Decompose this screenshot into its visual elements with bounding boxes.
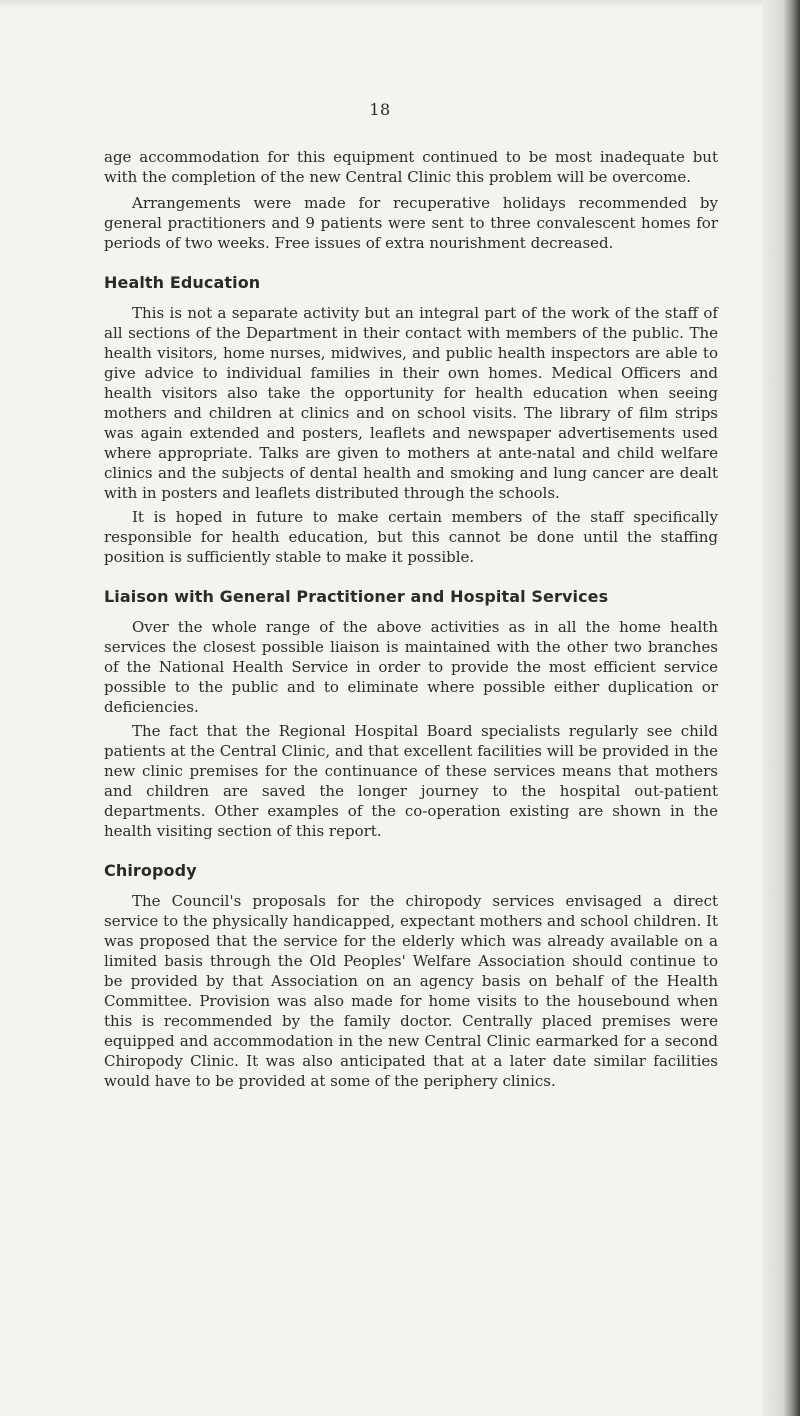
intro-paragraph-2: Arrangements were made for recuperative holidays recommended by general practitioners and 9 patients were sent to three convalescent homes for periods of two weeks. Free issues of extra nourishment decreased. — [104, 194, 718, 252]
page-top-shadow — [0, 0, 800, 8]
liaison-paragraph-1: Over the whole range of the above activities as in all the home health services the closest possible liaison is maintained with the other two branches of the National Health Service in order to provide the most efficient service possible to the public and to eliminate where possible either duplication or deficiencies. — [104, 618, 718, 716]
document-body — [104, 147, 718, 1091]
page-number: 18 — [369, 100, 391, 119]
section-heading-chiropody: Chiropody — [104, 861, 197, 880]
chiropody-paragraph-1: The Council's proposals for the chiropody services envisaged a direct service to the physically handicapped, expectant mothers and school children. It was proposed that the service for the elderly which was already available on a limited basis through the Old Peoples' Welfare Association should continue to be provided by that Association on an agency basis on behalf of the Health Committee. Provision was also made for home visits to the housebound when this is recommended by the family doctor. Centrally placed premises were equipped and accommodation in the new Central Clinic earmarked for a second Chiropody Clinic. It was also anticipated that at a later date similar facilities would have to be provided at some of the periphery clinics. — [104, 892, 718, 1090]
liaison-paragraph-2: The fact that the Regional Hospital Board specialists regularly see child patients at the Central Clinic, and that excellent facilities will be provided in the new clinic premises for the continuance of these services means that mothers and children are saved the longer journey to the hospital out-patient departments. Other examples of the co-operation existing are shown in the health visiting section of this report. — [104, 722, 718, 840]
section-heading-health-education: Health Education — [104, 273, 261, 292]
health-education-paragraph-2: It is hoped in future to make certain members of the staff specifically responsible for health education, but this cannot be done until the staffing position is sufficiently stable to make it possible. — [104, 508, 718, 566]
intro-paragraph-1: age accommodation for this equipment continued to be most inadequate but with the completion of the new Central Clinic this problem will be overcome. — [104, 148, 718, 186]
section-heading-liaison: Liaison with General Practitioner and Hospital Services — [104, 587, 609, 606]
health-education-paragraph-1: This is not a separate activity but an integral part of the work of the staff of all sections of the Department in their contact with members of the public. The health visitors, home nurses, midwives, and public health inspectors are able to give advice to individual families in their own homes. Medical Officers and health visitors also take the opportunity for health education when seeing mothers and children at clinics and on school visits. The library of film strips was again extended and posters, leaflets and newspaper advertisements used where appropriate. Talks are given to mothers at ante-natal and child welfare clinics and the subjects of dental health and smoking and lung cancer are dealt with in posters and leaflets distributed through the schools. — [104, 304, 718, 502]
page-binding-edge — [762, 0, 800, 1416]
